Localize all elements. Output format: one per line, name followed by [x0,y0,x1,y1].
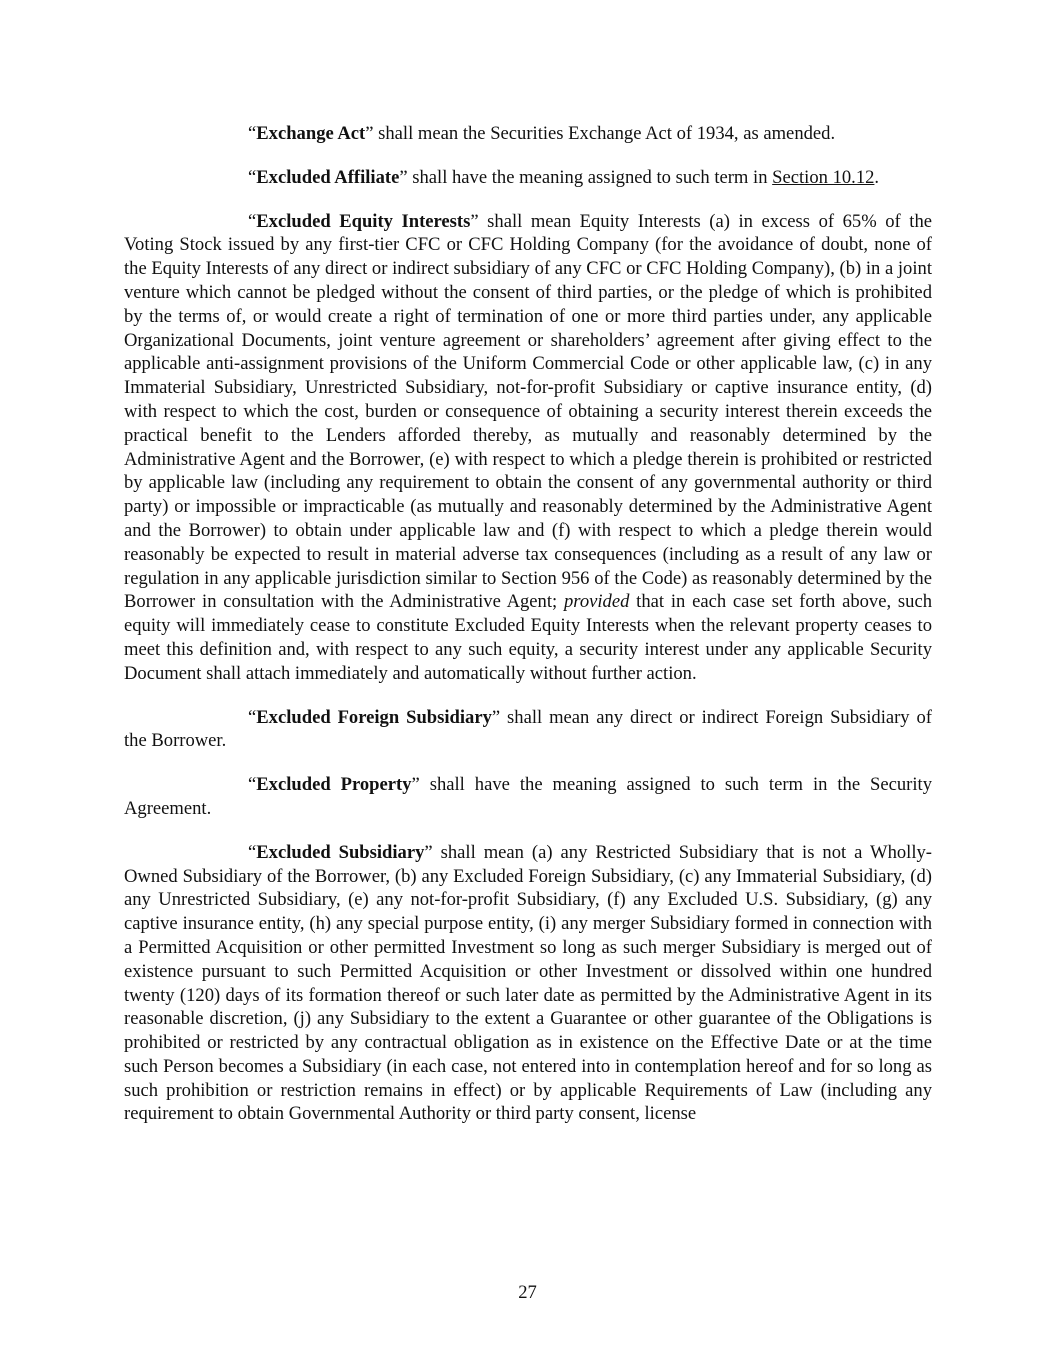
definition-excluded-affiliate [124,166,932,190]
italic-proviso: provided [563,591,630,613]
open-quote: “ [248,123,257,144]
definition-text: ” shall mean the Securities Exchange Act of 1934, as amended. [365,123,836,144]
defined-term: Excluded Affiliate [256,166,400,188]
defined-term: Excluded Equity Interests [256,210,471,232]
defined-term: Excluded Foreign Subsidiary [256,706,492,728]
definition-text: ” shall mean (a) any Restricted Subsidiary that is not a Wholly-Owned Subsidiary of the Borrower, (b) any Excluded Foreign Subsidiary, (c) any Immaterial Subsidiary, (d) any Unrestricted Subsidiary, (e) any not-for-profit Subsidiary, (f) any Excluded U.S. Subsidiary, (g) any captive insurance entity, (h) any special purpose entity, (i) any merger Subsidiary formed in connection with a Permitted Acquisition or other permitted Investment so long as such merger Subsidiary is merged out of existence pursuant to such Permitted Acquisition or other Investment or dissolved within one hundred twenty (120) days of its formation thereof or such later date as permitted by the Administrative Agent in its reasonable discretion, (j) any Subsidiary to the extent a Guarantee or other guarantee of the Obligations is prohibited or restricted by any contractual obligation as in existence on the Effective Date or at the time such Person becomes a Subsidiary (in each case, not entered into in contemplation hereof and for so long as such prohibition or restriction remains in effect) or by applicable Requirements of Law (including any requirement to obtain Governmental Authority or third party consent, license [124,841,932,1125]
definition-text: ” shall have the meaning assigned to such term in [399,166,773,188]
section-reference-link[interactable]: Section 10.12 [772,166,875,188]
definition-excluded-subsidiary [124,841,932,1127]
open-quote: “ [248,706,257,728]
definition-text: ” shall mean Equity Interests (a) in excess of 65% of the Voting Stock issued by any first-tier CFC or CFC Holding Company (for the avoidance of doubt, none of the Equity Interests of any direct or indirect subsidiary of any CFC or CFC Holding Company), (b) in a joint venture which cannot be pledged without the consent of third parties, or the pledge of which is prohibited by the terms of, or would create a right of termination of one or more third parties under, any applicable Organizational Documents, joint venture agreement or shareholders’ agreement after giving effect to the applicable anti-assignment provisions of the Uniform Commercial Code or other applicable law, (c) in any Immaterial Subsidiary, Unrestricted Subsidiary, not-for-profit Subsidiary or captive insurance entity, (d) with respect to which the cost, burden or consequence of obtaining a security interest therein exceeds the practical benefit to the Lenders afforded thereby, as mutually and reasonably determined by the Administrative Agent and the Borrower, (e) with respect to which a pledge therein is prohibited or restricted by applicable law (including any requirement to obtain the consent of any governmental authority or third party) or impossible or impracticable (as mutually and reasonably determined by the Administrative Agent and the Borrower) to obtain under applicable law and (f) with respect to which a pledge therein would reasonably be expected to result in material adverse tax consequences (including as a result of any law or regulation in any applicable jurisdiction similar to Section 956 of the Code) as reasonably determined by the Borrower in consultation with the Administrative Agent; [124,210,932,613]
page-number: 27 [518,1282,537,1303]
defined-term: Excluded Property [256,774,412,796]
definition-exchange-act [124,122,932,146]
document-page [124,122,932,1146]
open-quote: “ [248,166,257,188]
open-quote: “ [248,841,257,863]
open-quote: “ [248,774,257,796]
defined-term: Exchange Act [256,123,366,144]
definition-end: . [874,166,880,188]
definition-excluded-property [124,773,932,821]
open-quote: “ [248,210,257,232]
definition-text-continued: that in each case set forth above, such equity will immediately cease to constitute Excluded Equity Interests when the relevant property ceases to meet this definition and, with respect to any such equity, a security interest under any applicable Security Document shall attach immediately and automatically without further action. [124,591,932,684]
definition-excluded-foreign-subsidiary [124,706,932,754]
defined-term: Excluded Subsidiary [256,841,425,863]
definition-text: ” shall have the meaning assigned to such term in the Security Agreement. [124,774,933,819]
definition-text: ” shall mean any direct or indirect Foreign Subsidiary of the Borrower. [124,706,932,752]
definition-excluded-equity-interests [124,210,932,686]
